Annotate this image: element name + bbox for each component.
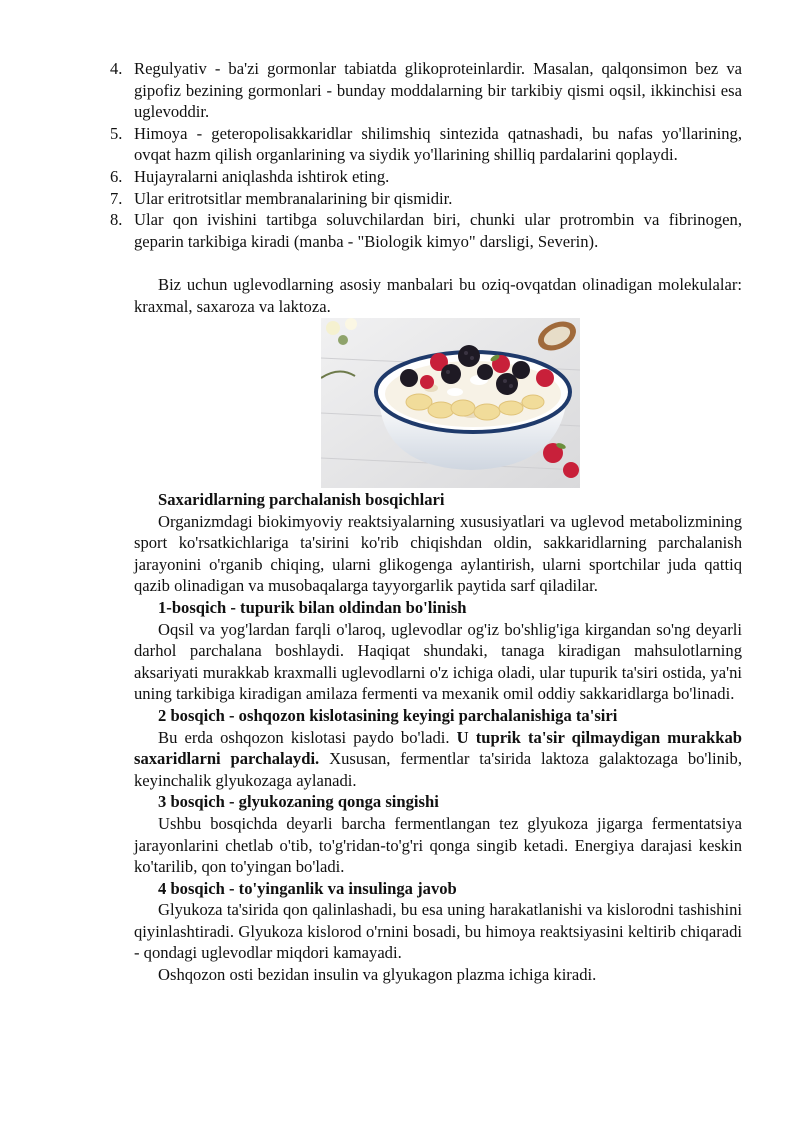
list-item [110,188,742,210]
stage2-text-bold: U tuprik ta'sir qilmaydigan murakkab saxaridlarni parchalaydi. [134,727,742,769]
stage3-paragraph: Ushbu bosqichda deyarli barcha fermentlangan tez glyukoza jigarga fermentatsiya jarayonlarini chetlab o'tib, to'g'ridan-to'g'ri qonga singib ketadi. Energiya darajasi keskin ko'tarilib, qon to'yingan bo'ladi. [134,813,742,877]
stage1-title: 1-bosqich - tupurik bilan oldindan bo'linish [158,597,467,617]
main-content [134,489,742,986]
stage2-text-before: Bu erda oshqozon kislotasi paydo bo'ladi. [158,727,450,747]
list-text: Regulyativ - ba'zi gormonlar tabiatda glikoproteinlardir. Masalan, qalqonsimon bez va gipofiz bezining gormonlari - bunday moddalarning bir tarkibiy qismi oqsil, ikkinchisi esa uglevoddir. [134,59,742,122]
list-text: Ular qon ivishini tartibga soluvchilardan biri, chunki ular protrombin va fibrinogen, geparin tarkibiga kiradi (manba - "Biologik kimyo" darsligi, Severin). [134,210,742,251]
stage3-title: 3 bosqich - glyukozaning qonga singishi [158,792,439,812]
list-text: Ular eritrotsitlar membranalarining bir qismidir. [134,188,453,208]
stage4-title: 4 bosqich - to'yinganlik va insulinga javob [158,878,457,898]
list-item [110,166,742,188]
final-paragraph: Oshqozon osti bezidan insulin va glyukagon plazma ichiga kiradi. [158,965,597,985]
section-paragraph: Organizmdagi biokimyoviy reaktsiyalarning xususiyatlari va uglevod metabolizmining sport ko'rsatkichlariga ta'sirini ko'rib chiqishdan oldin, sakkaridlarning parchalanish jarayonini o'rganib chiqing, ularni glikogenga aylantirish, ularni sportchilar juda qattiq qazib olinadigan va musobaqalarga tayyorgarlik paytida sarf qiladilar. [134,511,742,596]
list-item [110,209,742,252]
list-text: Hujayralarni aniqlashda ishtirok eting. [134,166,390,186]
list-item [110,58,742,123]
stage2-text-after: Xususan, fermentlar ta'sirida laktoza galaktozaga bo'linib, keyinchalik glyukozaga aylanadi. [134,749,742,790]
section-title: Saxaridlarning parchalanish bosqichlari [158,490,445,509]
food-bowl-image [321,318,580,488]
list-number: 7. [110,188,123,208]
stage2-title: 2 bosqich - oshqozon kislotasining keyingi parchalanishiga ta'siri [158,705,618,725]
stage1-paragraph: Oqsil va yog'lardan farqli o'laroq, uglevodlar og'iz bo'shlig'iga kirgandan so'ng deyarli darhol parchalana boshlaydi. Haqiqat shundaki, tanaga kiradigan mahsulotlarning aksariyati murakkab kraxmalli uglevodlarni o'z ichiga oladi, ular tupurik ta'siri ostida, ya'ni uning tarkibiga kiradigan amilaza fermenti va mexanik omil oddiy sakkaridlarga bo'linadi. [134,619,742,704]
intro-block [134,274,742,317]
numbered-list [110,58,742,252]
list-number: 6. [110,166,123,186]
list-number: 5. [110,123,123,143]
list-number: 8. [110,210,123,230]
list-item [110,123,742,166]
list-text: Himoya - geteropolisakkaridlar shilimshiq sintezida qatnashadi, bu nafas yo'llarining, ovqat hazm qilish organlarining va siydik yo'llarining shilliq pardalarini qoplaydi. [134,123,742,165]
stage2-paragraph [134,727,742,792]
list-number: 4. [110,59,123,78]
stage4-paragraph: Glyukoza ta'sirida qon qalinlashadi, bu esa uning harakatlanishi va kislorodni tashishini qiyinlashtiradi. Glyukoza kislorod o'rnini bosadi, bu himoya reaktsiyasini keltirib chiqaradi - qondagi uglevodlar miqdori kamayadi. [134,900,742,963]
intro-paragraph: Biz uchun uglevodlarning asosiy manbalari bu oziq-ovqatdan olinadigan molekulalar: kraxmal, saxaroza va laktoza. [134,275,742,316]
